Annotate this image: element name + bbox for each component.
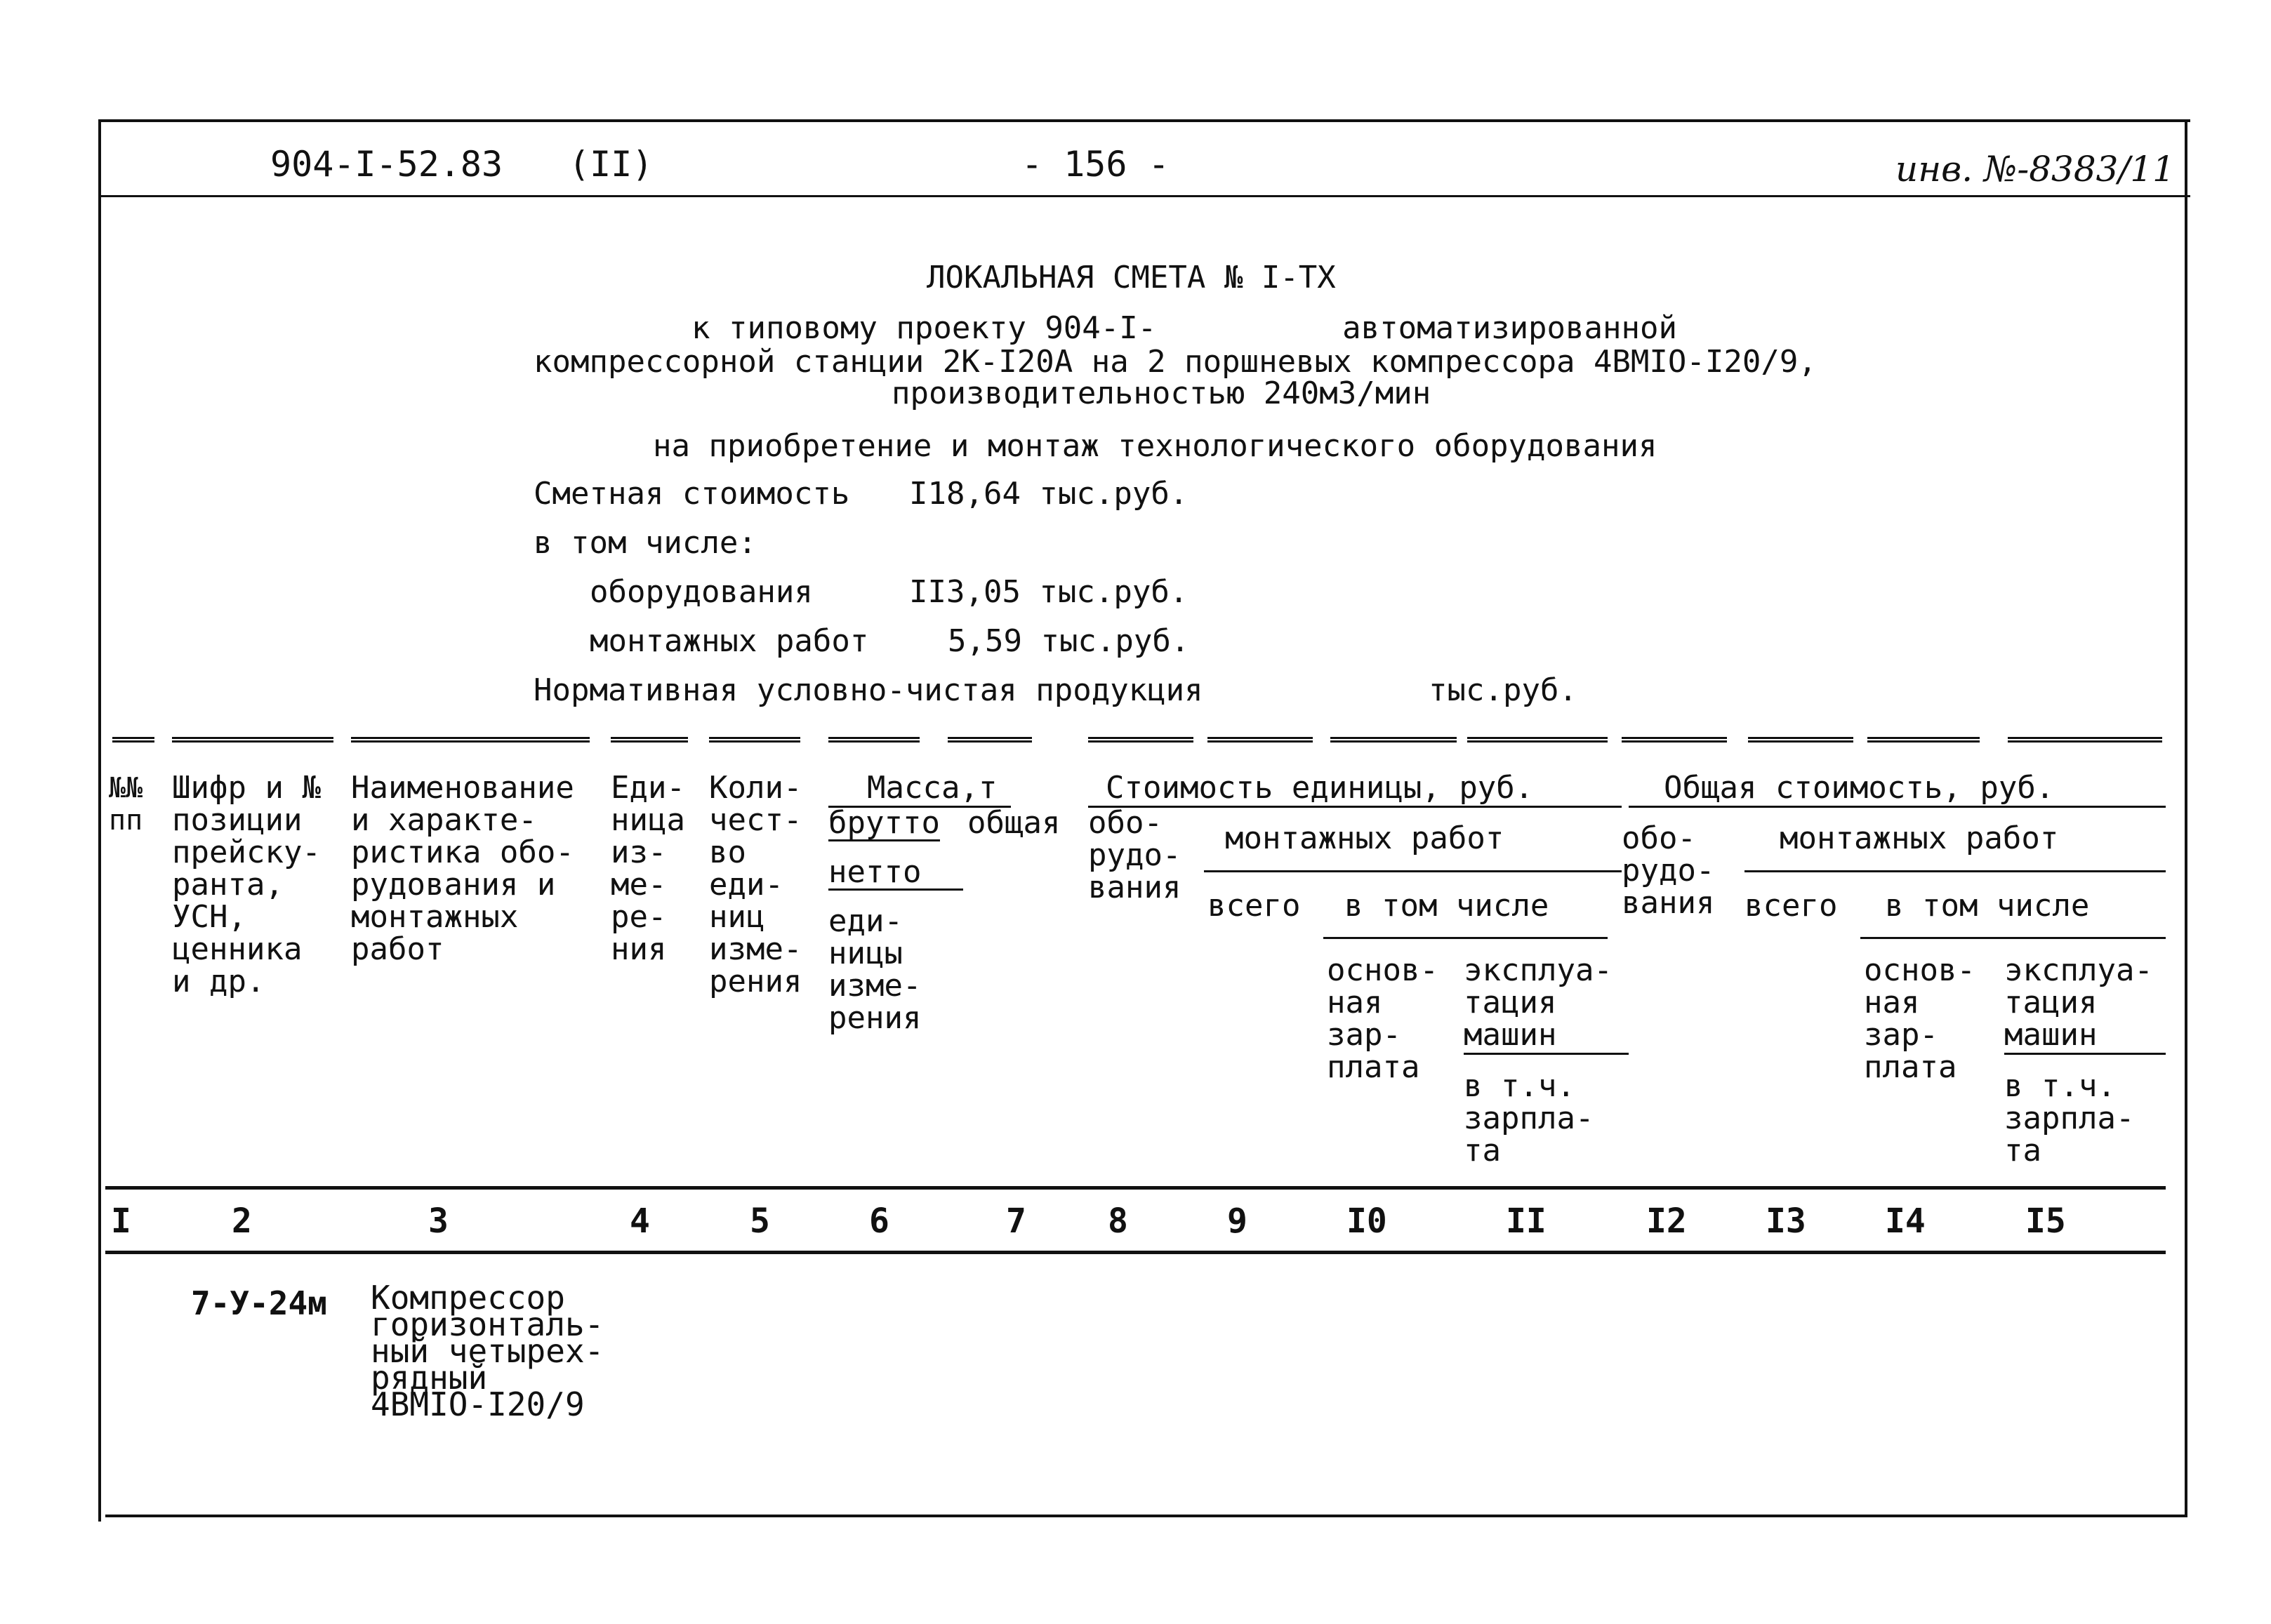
table-top-rule bbox=[1207, 737, 1313, 743]
equipment-label: оборудования bbox=[590, 574, 813, 610]
numbers-bottom-rule bbox=[105, 1251, 2166, 1254]
table-top-rule bbox=[1467, 737, 1608, 743]
table-top-rule bbox=[611, 737, 688, 743]
col-header-1: №№ пп bbox=[109, 772, 143, 837]
col-header-8: обо- рудо- вания bbox=[1088, 805, 1181, 905]
column-number: 9 bbox=[1227, 1202, 1247, 1241]
col-header-3: Наименование и характе- ристика обо- рудования и монтажных работ bbox=[351, 770, 574, 967]
column-number: I bbox=[111, 1202, 131, 1241]
table-top-rule bbox=[2008, 737, 2162, 743]
column-number: 7 bbox=[1006, 1202, 1026, 1241]
volume-number: (II) bbox=[569, 144, 654, 185]
col-15-rule bbox=[2004, 1053, 2166, 1055]
table-top-rule bbox=[1867, 737, 1980, 743]
frame-top bbox=[98, 119, 2190, 122]
column-number: 4 bbox=[630, 1202, 650, 1241]
col-header-6-unit: еди- ницы изме- рения bbox=[828, 903, 922, 1036]
frame-bottom bbox=[105, 1515, 2187, 1517]
table-top-rule bbox=[1088, 737, 1193, 743]
row-name: Компрессор горизонталь- ный четырех- рядный 4ВМIO-I20/9 bbox=[371, 1279, 604, 1423]
total-including-rule bbox=[1860, 937, 2166, 939]
column-number: I2 bbox=[1646, 1202, 1687, 1241]
col-header-4: Еди- ница из- ме- ре- ния bbox=[611, 770, 685, 967]
title-line-3: компрессорной станции 2К-I20А на 2 поршневых компрессора 4ВМIO-I20/9, bbox=[534, 344, 1817, 380]
col-header-11-wage: в т.ч. зарпла- та bbox=[1464, 1068, 1594, 1169]
table-top-rule bbox=[1622, 737, 1727, 743]
total-cost-group-header: Общая стоимость, руб. bbox=[1664, 770, 2055, 806]
page-number: - 156 - bbox=[1021, 144, 1170, 185]
col-header-15-wage: в т.ч. зарпла- та bbox=[2004, 1068, 2135, 1169]
header-bottom-rule bbox=[105, 1186, 2166, 1190]
cost-value: I18,64 тыс.руб. bbox=[909, 476, 1189, 512]
column-number: I5 bbox=[2025, 1202, 2066, 1241]
column-number: 6 bbox=[869, 1202, 889, 1241]
installation-label: монтажных работ bbox=[590, 623, 869, 659]
document-title: ЛОКАЛЬНАЯ СМЕТА № I-TX bbox=[927, 260, 1336, 295]
column-number: 5 bbox=[750, 1202, 770, 1241]
col-header-10: основ- ная зар- плата bbox=[1327, 952, 1438, 1085]
unit-install-header: монтажных работ bbox=[1225, 820, 1504, 856]
installation-value: 5,59 тыс.руб. bbox=[948, 623, 1190, 659]
total-cost-group-rule bbox=[1629, 806, 2166, 808]
normative-unit: тыс.руб. bbox=[1429, 672, 1577, 708]
equipment-value: II3,05 тыс.руб. bbox=[909, 574, 1189, 610]
column-number: 8 bbox=[1108, 1202, 1128, 1241]
title-line-2: к типовому проекту 904-I- автоматизированной bbox=[691, 310, 1677, 346]
column-number: I4 bbox=[1885, 1202, 1926, 1241]
unit-including-rule bbox=[1323, 937, 1608, 939]
title-line-5: на приобретение и монтаж технологического оборудования bbox=[653, 428, 1657, 464]
table-top-rule bbox=[709, 737, 800, 743]
column-number: 2 bbox=[232, 1202, 252, 1241]
col-header-15: эксплуа- тация машин bbox=[2004, 952, 2153, 1053]
col-11-rule bbox=[1464, 1053, 1629, 1055]
table-top-rule bbox=[1330, 737, 1457, 743]
total-including-header: в том числе bbox=[1885, 888, 2090, 924]
col-header-5: Коли- чест- во еди- ниц изме- рения bbox=[709, 770, 802, 999]
col-header-7: общая bbox=[967, 805, 1061, 841]
col-header-13: всего bbox=[1744, 888, 1838, 924]
normative-label: Нормативная условно-чистая продукция bbox=[534, 672, 1203, 708]
column-number: I0 bbox=[1346, 1202, 1387, 1241]
col-header-14: основ- ная зар- плата bbox=[1864, 952, 1975, 1085]
table-top-rule bbox=[948, 737, 1032, 743]
frame-left bbox=[98, 119, 101, 1522]
project-code: 904-I-52.83 bbox=[270, 144, 503, 185]
col-header-11: эксплуа- тация машин bbox=[1464, 952, 1613, 1053]
col-header-2: Шифр и № позиции прейску- ранта, УСН, ценника и др. bbox=[172, 770, 321, 999]
table-top-rule bbox=[1748, 737, 1853, 743]
total-install-header: монтажных работ bbox=[1780, 820, 2059, 856]
table-top-rule bbox=[828, 737, 920, 743]
unit-including-header: в том числе bbox=[1344, 888, 1549, 924]
row-code: 7-У-24м bbox=[191, 1284, 327, 1322]
frame-right bbox=[2185, 119, 2187, 1516]
table-top-rule bbox=[351, 737, 590, 743]
header-separator bbox=[98, 195, 2190, 197]
col-header-6-net: нетто bbox=[828, 856, 963, 891]
cost-label: Сметная стоимость bbox=[534, 476, 850, 512]
column-number: I3 bbox=[1766, 1202, 1806, 1241]
title-line-4: производительностью 240м3/мин bbox=[892, 375, 1431, 411]
unit-install-rule bbox=[1204, 870, 1622, 872]
col-header-9: всего bbox=[1207, 888, 1301, 924]
column-number: II bbox=[1506, 1202, 1547, 1241]
unit-cost-group-header: Стоимость единицы, руб. bbox=[1106, 770, 1534, 806]
column-number: 3 bbox=[428, 1202, 449, 1241]
col-header-12: обо- рудо- вания bbox=[1622, 820, 1715, 921]
table-top-rule bbox=[172, 737, 333, 743]
including-label: в том числе: bbox=[534, 525, 757, 561]
inventory-number: инв. №-8383/11 bbox=[1895, 149, 2175, 189]
mass-group-header: Масса,т bbox=[867, 770, 998, 806]
col-header-6-gross: брутто bbox=[828, 805, 940, 841]
total-install-rule bbox=[1744, 870, 2166, 872]
table-top-rule bbox=[112, 737, 154, 743]
